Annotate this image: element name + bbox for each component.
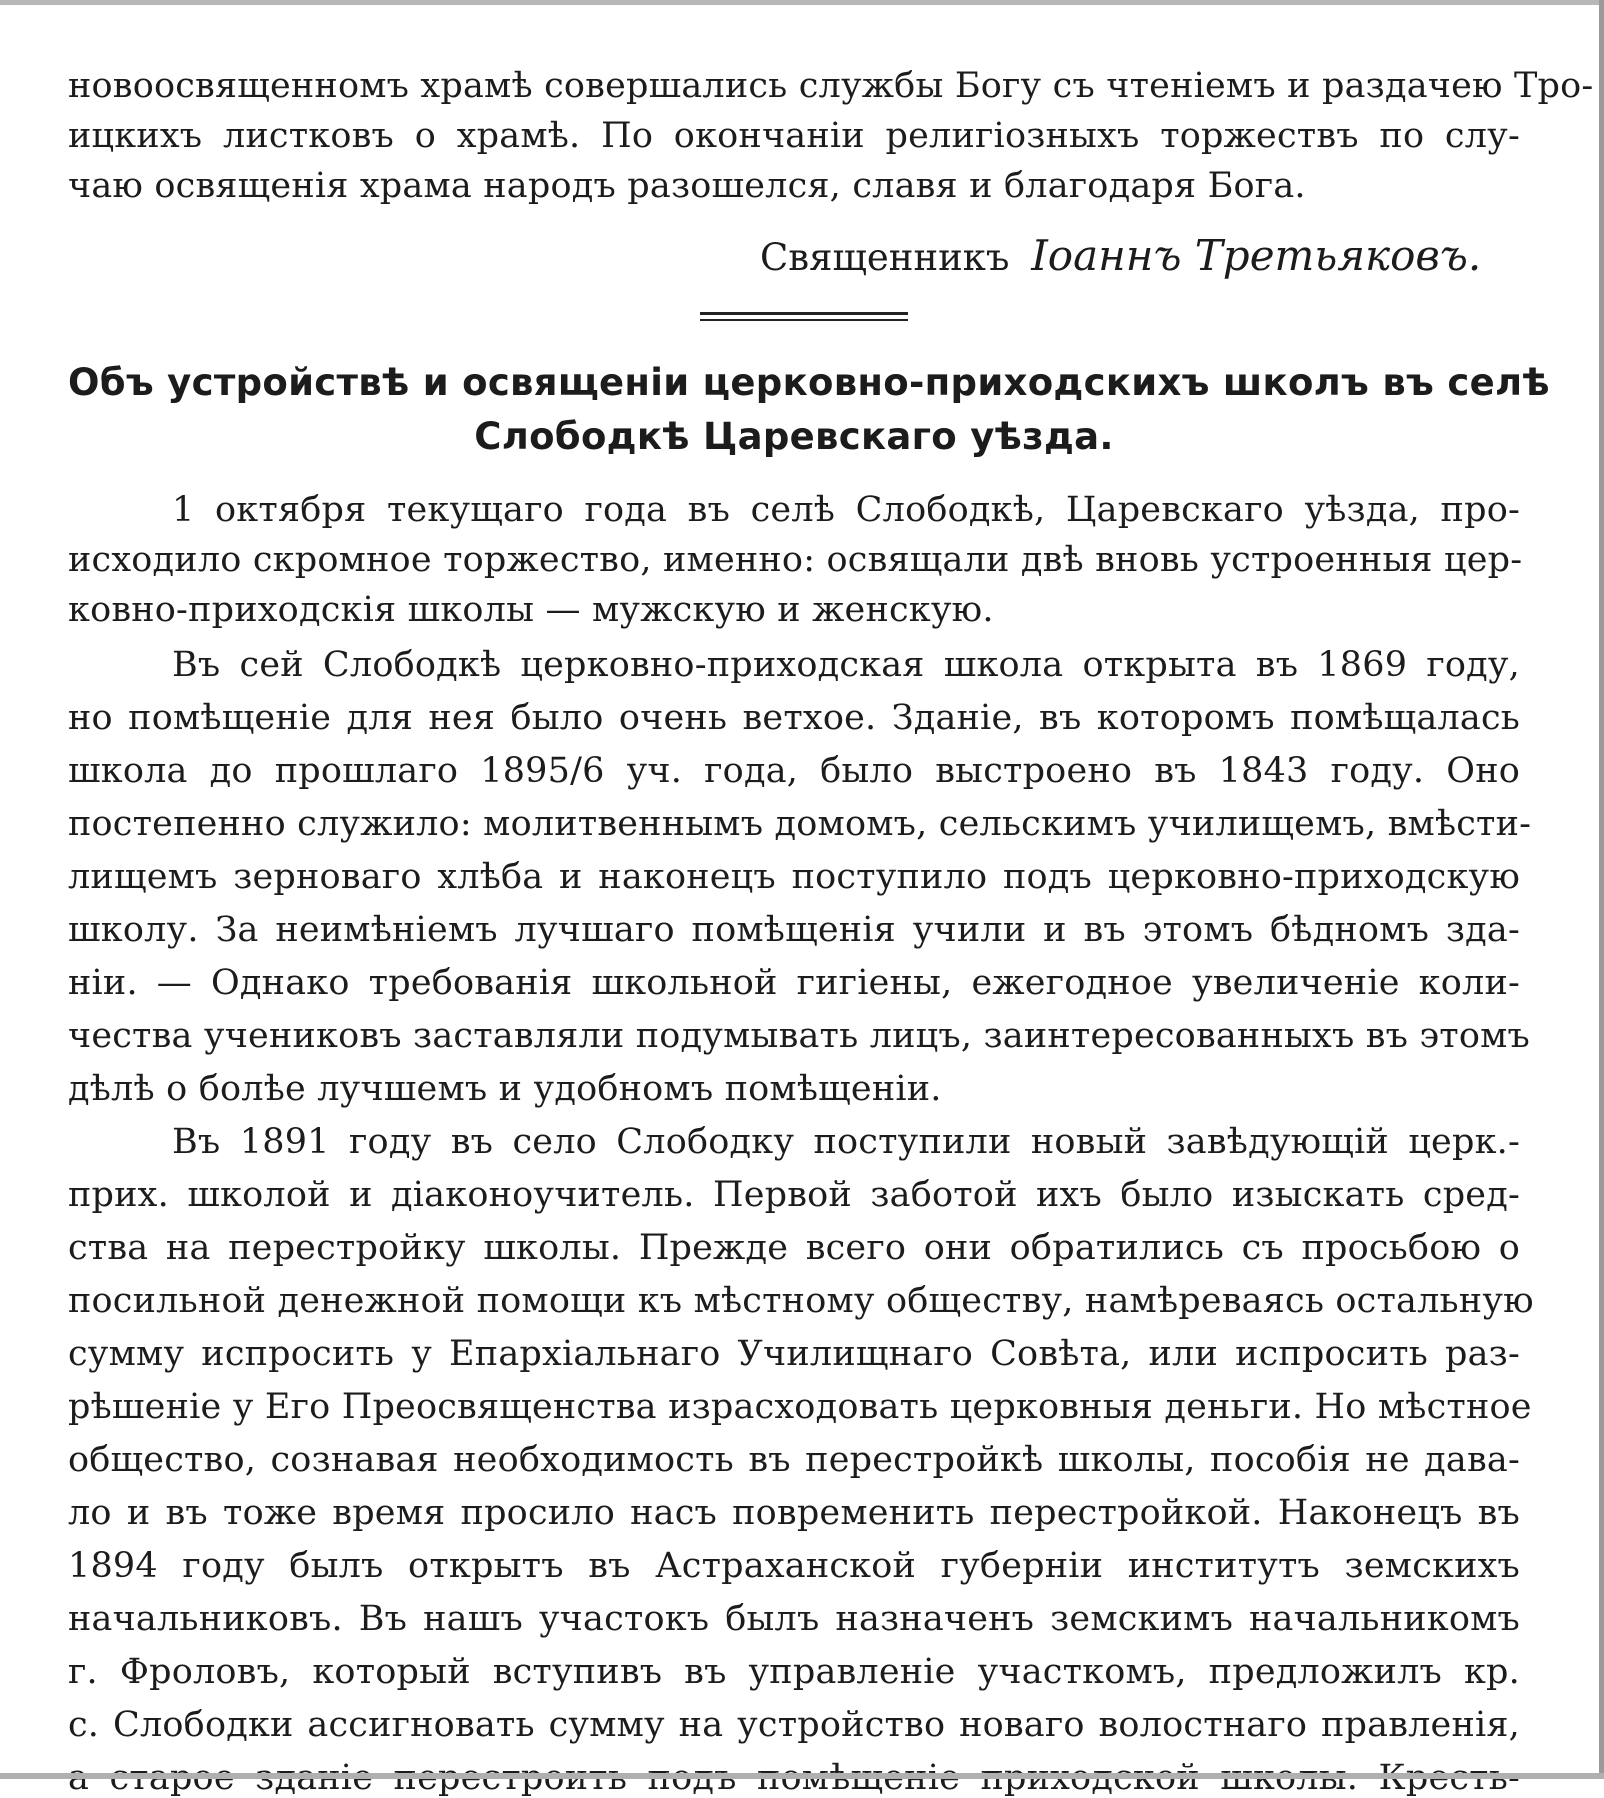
paragraph-first-line: 1 октября текущаго года въ селѣ Слободкѣ, Царевскаго уѣзда, про-	[172, 490, 1520, 530]
window-top-border	[0, 0, 1604, 5]
text-line: сумму испросить у Епархіальнаго Училищнаго Совѣта, или испросить раз-	[68, 1334, 1520, 1374]
article-title-line-1: Объ устройствѣ и освященіи церковно-приходскихъ школъ въ селѣ	[68, 361, 1550, 404]
signature-name: Іоаннъ Третьяковъ.	[1031, 231, 1482, 280]
window-right-border	[1599, 0, 1604, 1779]
text-line: но помѣщеніе для нея было очень ветхое. Зданіе, въ которомъ помѣщалась	[68, 698, 1520, 738]
section-divider	[700, 312, 908, 315]
text-line: школу. За неимѣніемъ лучшаго помѣщенія учили и въ этомъ бѣдномъ зда-	[68, 910, 1520, 950]
text-line: посильной денежной помощи къ мѣстному обществу, намѣреваясь остальную	[68, 1281, 1534, 1321]
article-title-line-2: Слободкѣ Царевскаго уѣзда.	[474, 415, 1114, 458]
text-line: постепенно служило: молитвеннымъ домомъ, сельскимъ училищемъ, вмѣсти-	[68, 804, 1532, 844]
text-line: рѣшеніе у Его Преосвященства израсходовать церковныя деньги. Но мѣстное	[68, 1387, 1532, 1427]
text-line: прих. школой и діаконоучитель. Первой заботой ихъ было изыскать сред-	[68, 1175, 1520, 1215]
text-line: общество, сознавая необходимость въ перестройкѣ школы, пособія не дава-	[68, 1440, 1520, 1480]
signature-title: Священникъ	[760, 236, 1010, 279]
text-line: новоосвященномъ храмѣ совершались службы Богу съ чтеніемъ и раздачею Тро-	[68, 66, 1594, 106]
text-line: с. Слободки ассигновать сумму на устройство новаго волостнаго правленія,	[68, 1705, 1520, 1745]
text-line: ковно-приходскія школы — мужскую и женскую.	[68, 590, 994, 630]
text-line: ніи. — Однако требованія школьной гигіены, ежегодное увеличеніе коли-	[68, 963, 1520, 1003]
section-divider	[700, 319, 908, 321]
text-line: дѣлѣ о болѣе лучшемъ и удобномъ помѣщеніи.	[68, 1069, 942, 1109]
text-line: лищемъ зерноваго хлѣба и наконецъ поступило подъ церковно-приходскую	[68, 857, 1520, 897]
text-line: чества учениковъ заставляли подумывать лицъ, заинтересованныхъ въ этомъ	[68, 1016, 1531, 1056]
text-line: исходило скромное торжество, именно: освящали двѣ вновь устроенныя цер-	[68, 540, 1523, 580]
text-line: начальниковъ. Въ нашъ участокъ былъ назначенъ земскимъ начальникомъ	[68, 1599, 1520, 1639]
text-line: г. Фроловъ, который вступивъ въ управленіе участкомъ, предложилъ кр.	[68, 1652, 1520, 1692]
signature	[760, 231, 1482, 280]
text-line: 1894 году былъ открытъ въ Астраханской губерніи институтъ земскихъ	[68, 1546, 1520, 1586]
paragraph-first-line: Въ 1891 году въ село Слободку поступили новый завѣдующій церк.-	[172, 1122, 1520, 1162]
text-line: ицкихъ листковъ о храмѣ. По окончаніи религіозныхъ торжествъ по слу-	[68, 116, 1520, 156]
text-line: ства на перестройку школы. Прежде всего они обратились съ просьбою о	[68, 1228, 1520, 1268]
text-line: ло и въ тоже время просило насъ повременить перестройкой. Наконецъ въ	[68, 1493, 1520, 1533]
text-line: школа до прошлаго 1895/6 уч. года, было выстроено въ 1843 году. Оно	[68, 751, 1520, 791]
window-bottom-border	[0, 1773, 1604, 1779]
text-line: чаю освященія храма народъ разошелся, славя и благодаря Бога.	[68, 166, 1306, 206]
paragraph-first-line: Въ сей Слободкѣ церковно-приходская школа открыта въ 1869 году,	[172, 645, 1520, 685]
